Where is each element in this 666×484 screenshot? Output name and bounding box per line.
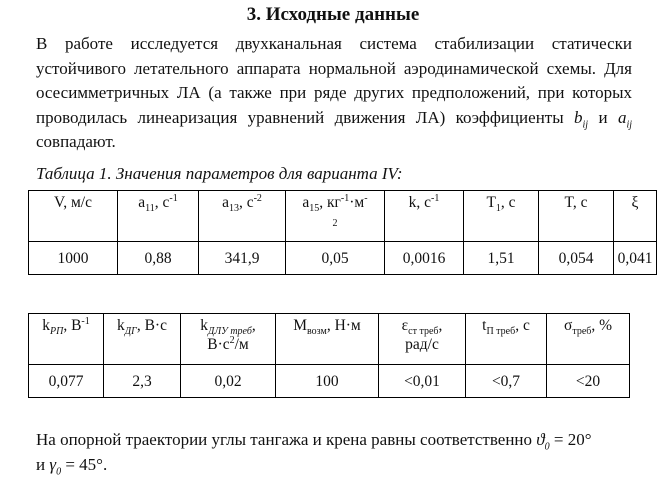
- t2-h-mvozm: $M_{возм}$, Н·м: [276, 314, 379, 365]
- t2-h-sigma: $\sigma_{треб}$, %: [547, 314, 630, 365]
- theta-value: = 20°: [549, 430, 592, 449]
- t2-v-kdg: 2,3: [104, 365, 181, 398]
- gamma-symbol: $\gamma_0$: [49, 454, 62, 477]
- t1-v-a15: 0,05: [286, 242, 385, 275]
- t2-v-kdlu: 0,02: [181, 365, 276, 398]
- t1-h-t: T, с: [539, 191, 614, 242]
- t2-h-kdg: $k_{ДГ}$, В·с: [104, 314, 181, 365]
- t2-v-krp: 0,077: [29, 365, 104, 398]
- intro-and: и: [598, 107, 608, 127]
- t2-v-eps: <0,01: [379, 365, 466, 398]
- t1-h-v: V, м/с: [29, 191, 118, 242]
- t2-v-tp: <0,7: [466, 365, 547, 398]
- coef-a: $a_{ij}$: [617, 107, 633, 130]
- t1-v-a13: 341,9: [199, 242, 286, 275]
- t1-h-k: k, $с^{-1}$: [385, 191, 464, 242]
- t1-v-t: 0,054: [539, 242, 614, 275]
- t2-h-tp: $t_{П треб}$, с: [466, 314, 547, 365]
- gamma-value: = 45°.: [61, 454, 108, 474]
- t1-v-t1: 1,51: [464, 242, 539, 275]
- table2-value-row: [29, 365, 630, 398]
- t1-v-v: 1000: [29, 242, 118, 275]
- t1-v-k: 0,0016: [385, 242, 464, 275]
- table1-header-row: [29, 191, 657, 242]
- parameters-table-2: [28, 313, 630, 398]
- t1-v-xi: 0,041: [614, 242, 657, 275]
- closing-paragraph: [36, 428, 632, 477]
- table2-header-row: [29, 314, 630, 365]
- t1-h-t1: $T_1$, с: [464, 191, 539, 242]
- t1-v-a11: 0,88: [118, 242, 199, 275]
- t2-h-eps: $\varepsilon_{ст треб}$, рад/с: [379, 314, 466, 365]
- coef-b: $b_{ij}$: [574, 107, 589, 130]
- t2-h-krp: $k_{РП}$, $В^{-1}$: [29, 314, 104, 365]
- t1-h-a15: $a_{15}$, $кг^{-1}\cdot м^-$ 2: [286, 191, 385, 242]
- intro-text: В работе исследуется двухканальная система стабилизации статически устойчивого летательного аппарата нормальной аэродинамической схемы. Для осесимметричных ЛА (а также при ряде других предположений, при которых проводилась линеаризация уравнений движения ЛА) коэффициенты: [36, 34, 632, 127]
- parameters-table-1: [28, 190, 657, 275]
- intro-paragraph: [36, 32, 632, 155]
- closing-and: и: [36, 454, 46, 474]
- t2-h-kdlu: $k_{ДЛУ треб}$, $В\cdot с^2/м$: [181, 314, 276, 365]
- t1-h-xi: ξ: [614, 191, 657, 242]
- t2-v-sigma: <20: [547, 365, 630, 398]
- section-heading: 3. Исходные данные: [246, 4, 420, 25]
- t1-h-a11: $a_{11}$, $с^{-1}$: [118, 191, 199, 242]
- closing-text: На опорной траектории углы тангажа и крена равны соответственно: [36, 430, 533, 449]
- theta-symbol: $ϑ_0$: [536, 430, 550, 453]
- t2-v-mvozm: 100: [276, 365, 379, 398]
- table1-value-row: [29, 242, 657, 275]
- t1-h-a13: $a_{13}$, $с^{-2}$: [199, 191, 286, 242]
- intro-tail: совпадают.: [36, 132, 116, 151]
- table-caption: Таблица 1. Значения параметров для варианта IV:: [36, 164, 403, 183]
